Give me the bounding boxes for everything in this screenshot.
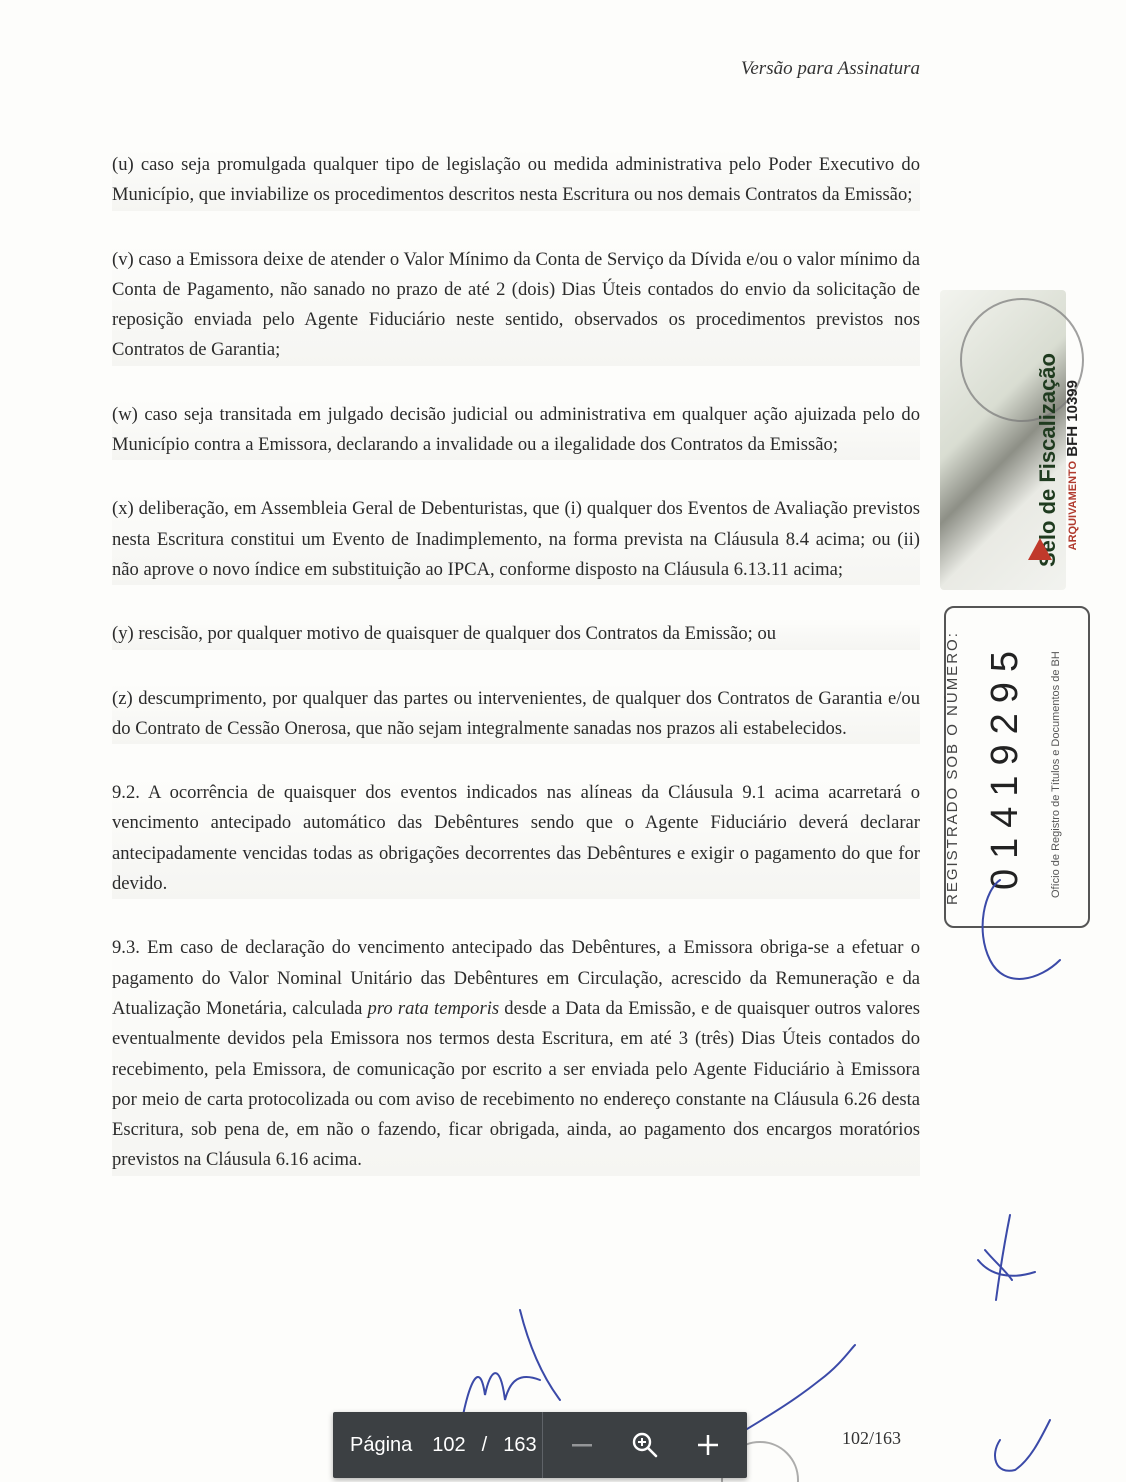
page-separator: / xyxy=(481,1433,488,1456)
initial-stroke xyxy=(996,1215,1010,1300)
page-indicator xyxy=(333,1412,543,1478)
clause-item-u: (u) caso seja promulgada qualquer tipo de legislação ou medida administrativa pelo Poder Executivo do Município, que inviabilize os procedimentos descritos nesta Escritura ou nos demais Contratos da Emissão; xyxy=(112,150,920,211)
minus-icon xyxy=(570,1433,594,1457)
plus-icon xyxy=(696,1433,720,1457)
clause-item-x: (x) deliberação, em Assembleia Geral de Debenturistas, que (i) qualquer dos Eventos de Avaliação previstos nesta Escritura constitui um Evento de Inadimplemento, na forma prevista na Cláusula 8.4 acima; ou (ii) não aprove o novo índice em substituição ao IPCA, conforme disposto na Cláusula 6.13.11 acima; xyxy=(112,494,920,585)
seal-code xyxy=(1064,380,1081,550)
zoom-out-button[interactable] xyxy=(562,1425,602,1465)
seal-code-text: BFH 10399 xyxy=(1064,380,1081,457)
clause-9-3-text-end: desde a Data da Emissão, e de quaisquer outros valores eventualmente devidos pela Emissora nos termos desta Escritura, em até 3 (três) Dias Úteis contados do recebimento, pela Emissora, de comunicação por escrito a ser enviada pelo Agente Fiduciário à Emissora por meio de carta protocolizada ou com aviso de recebimento no endereço constante na Cláusula 6.26 desta Escritura, sob pena de, em não o fazendo, ficar obrigada, ainda, ao pagamento dos encargos moratórios previstos na Cláusula 6.16 acima. xyxy=(112,997,920,1171)
clause-9-3-italic: pro rata temporis xyxy=(367,997,500,1019)
signature-stroke xyxy=(520,1310,560,1400)
zoom-reset-button[interactable] xyxy=(625,1425,665,1465)
seal-subtitle: ARQUIVAMENTO xyxy=(1067,460,1079,551)
seal-triangle-icon xyxy=(1028,538,1052,560)
version-note: Versão para Assinatura xyxy=(740,58,920,79)
initial-stroke xyxy=(985,1250,1012,1280)
clause-9-3 xyxy=(112,933,920,1175)
seal-title-text: Selo de Fiscalização xyxy=(1035,353,1060,567)
clause-9-2: 9.2. A ocorrência de quaisquer dos eventos indicados nas alíneas da Cláusula 9.1 acima acarretará o vencimento antecipado automático das Debêntures sendo que o Agente Fiduciário deverá declarar antecipadamente vencidas todas as obrigações decorrentes das Debêntures e exigir o pagamento do que for devido. xyxy=(112,778,920,899)
total-pages: 163 xyxy=(503,1433,537,1456)
initial-stroke xyxy=(978,1260,1035,1276)
page-label: Página xyxy=(350,1433,413,1456)
registration-number: 01419295 xyxy=(984,640,1026,890)
clause-item-w: (w) caso seja transitada em julgado decisão judicial ou administrativa em qualquer ação ajuizada pelo do Município contra a Emissora, declarando a invalidade ou a ilegalidade dos Contratos da Emissão; xyxy=(112,400,920,461)
zoom-in-button[interactable] xyxy=(688,1425,728,1465)
page-number: 102/163 xyxy=(842,1428,902,1448)
registry-office: Ofício de Registro de Títulos e Documentos de BH xyxy=(1050,651,1062,899)
current-page-input[interactable]: 102 xyxy=(432,1433,466,1456)
registration-label: REGISTRADO SOB O NÚMERO: xyxy=(944,631,961,905)
signature-stroke xyxy=(995,1420,1050,1471)
document-body xyxy=(112,150,920,1210)
clause-item-z: (z) descumprimento, por qualquer das partes ou intervenientes, de qualquer dos Contratos de Garantia e/ou do Contrato de Cessão Onerosa, que não sejam integralmente sanadas nos prazos ali estabelecidos. xyxy=(112,684,920,745)
zoom-magnifier-icon xyxy=(631,1431,659,1459)
zoom-controls xyxy=(543,1412,747,1478)
clause-9-3-text-start: 9.3. Em caso de declaração do vencimento antecipado das Debêntures, a Emissora obriga-se a efetuar o pagamento do Valor Nominal Unitário das Debêntures em Circulação, acrescido da Remuneração e da Atualização Monetária, calculada xyxy=(112,937,920,1019)
clause-item-v: (v) caso a Emissora deixe de atender o Valor Mínimo da Conta de Serviço da Dívida e/ou o valor mínimo da Conta de Pagamento, não sanado no prazo de até 2 (dois) Dias Úteis contados do envio da solicitação de reposição enviada pelo Agente Fiduciário neste sentido, observados os procedimentos previstos nos Contratos de Garantia; xyxy=(112,245,920,366)
clause-item-y: (y) rescisão, por qualquer motivo de quaisquer de qualquer dos Contratos da Emissão; ou xyxy=(112,619,920,649)
pdf-viewer-toolbar xyxy=(333,1412,747,1478)
